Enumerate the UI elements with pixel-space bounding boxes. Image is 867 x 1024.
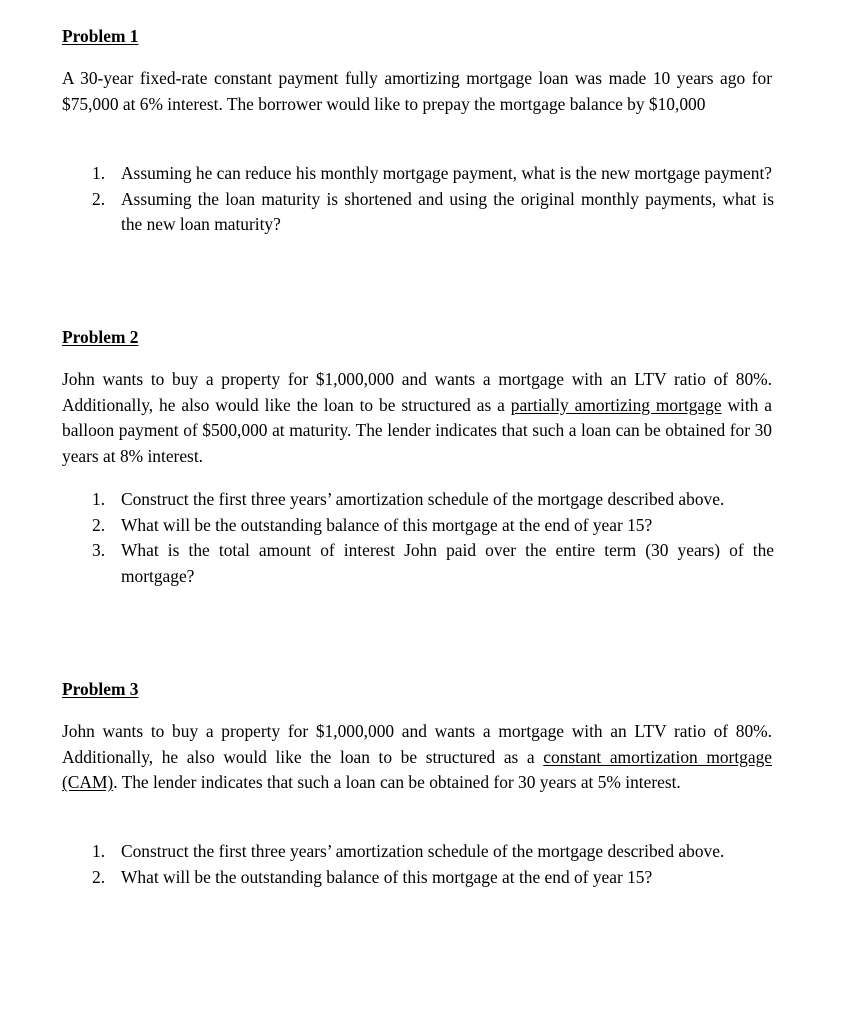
problem-3-heading: Problem 3	[62, 679, 139, 699]
problem-2-questions	[62, 487, 774, 589]
question-text: Assuming the loan maturity is shortened and using the original monthly payments, what is the new loan maturity?	[121, 188, 774, 235]
underlined-term: constant amortization mortgage (CAM)	[62, 746, 772, 793]
problem-3-questions	[62, 839, 774, 890]
paragraph-text: with a balloon payment of $500,000 at maturity. The lender indicates that such a loan can be obtained for 30 years at 8% interest.	[62, 394, 772, 466]
paragraph-text: John wants to buy a property for $1,000,000 and wants a mortgage with an LTV ratio of 80%. Additionally, he also would like the loan to be structured as a	[62, 369, 772, 415]
question-text: Assuming he can reduce his monthly mortgage payment, what is the new mortgage payment?	[121, 163, 773, 183]
paragraph-text: John wants to buy a property for $1,000,000 and wants a mortgage with an LTV ratio of 80%. Additionally, he also would like the loan to be structured as a	[62, 721, 772, 767]
problem-1-question-2	[62, 187, 774, 238]
problem-3-question-1	[62, 839, 774, 865]
question-number: 2.	[92, 514, 106, 535]
problem-1-heading: Problem 1	[62, 26, 139, 46]
problem-2-question-3	[62, 538, 774, 589]
question-number: 1.	[92, 489, 106, 509]
question-number: 1.	[92, 841, 106, 861]
problem-3-paragraph	[62, 719, 772, 796]
question-text: Construct the first three years’ amortization schedule of the mortgage described above.	[121, 489, 725, 509]
question-text: What will be the outstanding balance of this mortgage at the end of year 15?	[121, 866, 653, 887]
problem-3-question-2	[62, 865, 774, 891]
question-text: What is the total amount of interest John paid over the entire term (30 years) of the mortgage?	[121, 540, 774, 586]
problem-2-paragraph	[62, 367, 772, 469]
underlined-term: partially amortizing mortgage	[510, 394, 722, 415]
problem-1-paragraph: A 30-year fixed-rate constant payment fully amortizing mortgage loan was made 10 years ago for $75,000 at 6% interest. The borrower would like to prepay the mortgage balance by $10,000	[62, 68, 772, 114]
question-number: 3.	[92, 540, 106, 561]
question-text: What will be the outstanding balance of this mortgage at the end of year 15?	[121, 514, 653, 535]
problem-2-question-1	[62, 487, 774, 513]
question-number: 1.	[92, 163, 106, 183]
problem-1-question-1	[62, 161, 774, 187]
paragraph-text: . The lender indicates that such a loan can be obtained for 30 years at 5% interest.	[113, 772, 681, 793]
question-number: 2.	[92, 866, 106, 887]
problem-2-heading: Problem 2	[62, 327, 139, 347]
question-number: 2.	[92, 188, 106, 209]
problem-1-questions	[62, 161, 774, 238]
question-text: Construct the first three years’ amortization schedule of the mortgage described above.	[121, 841, 725, 861]
problem-2-question-2	[62, 513, 774, 539]
